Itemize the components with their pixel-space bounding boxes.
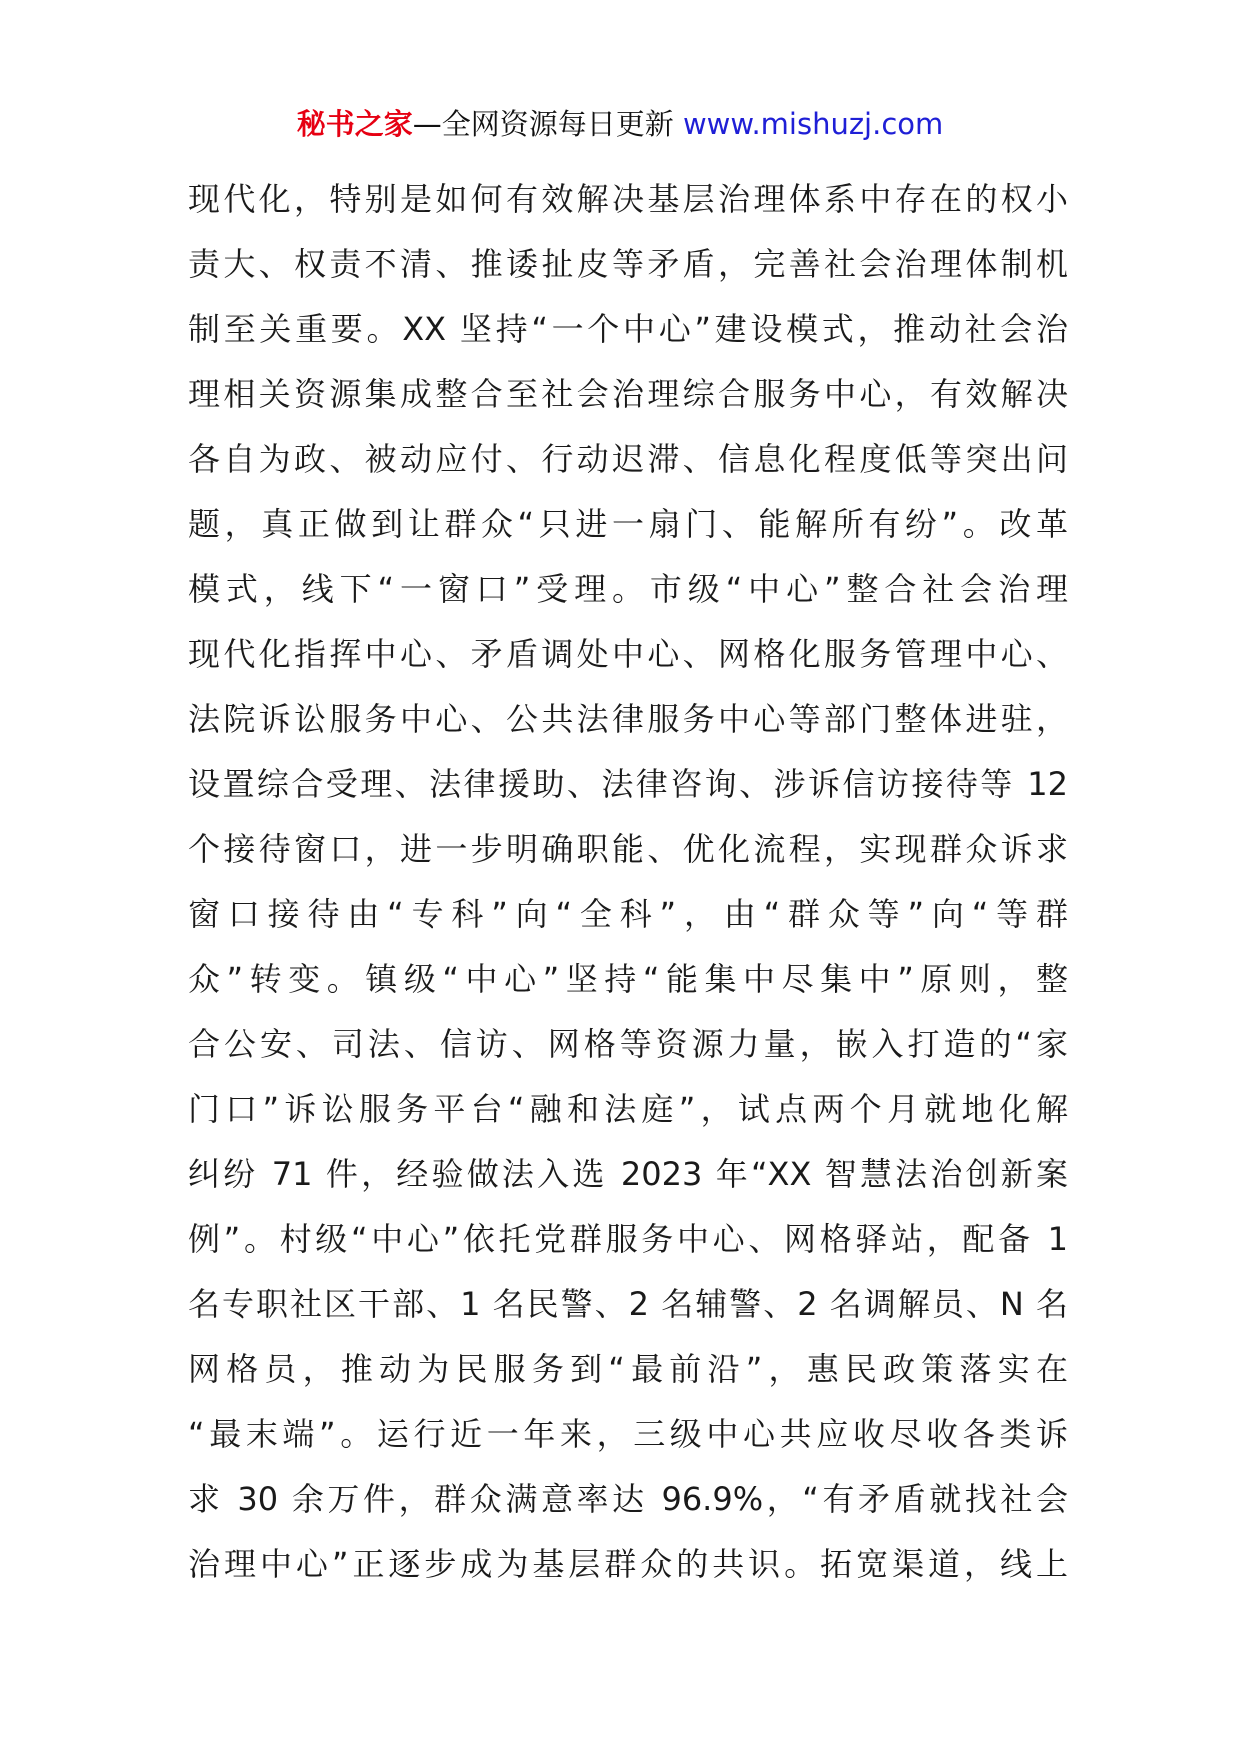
text-line: 治理中心”正逐步成为基层群众的共识。拓宽渠道，线上	[188, 1545, 1068, 1583]
text-line: 责大、权责不清、推诿扯皮等矛盾，完善社会治理体制机	[188, 245, 1068, 283]
text-line: 现代化，特别是如何有效解决基层治理体系中存在的权小	[188, 180, 1068, 218]
text-line: 制至关重要。XX 坚持“一个中心”建设模式，推动社会治	[188, 310, 1068, 348]
text-line: 例”。村级“中心”依托党群服务中心、网格驿站，配备 1	[188, 1220, 1068, 1258]
text-line: 窗口接待由“专科”向“全科”，由“群众等”向“等群	[188, 895, 1068, 933]
body-paragraph	[188, 167, 1068, 1597]
page-header	[0, 102, 1240, 146]
text-line: 个接待窗口，进一步明确职能、优化流程，实现群众诉求	[188, 830, 1068, 868]
text-line: 法院诉讼服务中心、公共法律服务中心等部门整体进驻，	[188, 700, 1068, 738]
text-line: 理相关资源集成整合至社会治理综合服务中心，有效解决	[188, 375, 1068, 413]
text-line: 设置综合受理、法律援助、法律咨询、涉诉信访接待等 12	[188, 765, 1068, 803]
text-line: 模式，线下“一窗口”受理。市级“中心”整合社会治理	[188, 570, 1068, 608]
text-line: 各自为政、被动应付、行动迟滞、信息化程度低等突出问	[188, 440, 1068, 478]
header-tagline: —全网资源每日更新	[412, 107, 674, 141]
text-line: 门口”诉讼服务平台“融和法庭”，试点两个月就地化解	[188, 1090, 1068, 1128]
text-line: 名专职社区干部、1 名民警、2 名辅警、2 名调解员、N 名	[188, 1285, 1068, 1323]
text-line: 众”转变。镇级“中心”坚持“能集中尽集中”原则，整	[188, 960, 1068, 998]
text-line: 求 30 余万件，群众满意率达 96.9%，“有矛盾就找社会	[188, 1480, 1068, 1518]
site-url-link[interactable]: www.mishuzj.com	[682, 107, 944, 141]
text-line: 网格员，推动为民服务到“最前沿”，惠民政策落实在	[188, 1350, 1068, 1388]
text-line: 纠纷 71 件，经验做法入选 2023 年“XX 智慧法治创新案	[188, 1155, 1068, 1193]
text-line: 现代化指挥中心、矛盾调处中心、网格化服务管理中心、	[188, 635, 1068, 673]
brand-name: 秘书之家	[296, 107, 413, 141]
text-line: 题，真正做到让群众“只进一扇门、能解所有纷”。改革	[188, 505, 1068, 543]
text-line: “最末端”。运行近一年来，三级中心共应收尽收各类诉	[188, 1415, 1068, 1453]
text-line: 合公安、司法、信访、网格等资源力量，嵌入打造的“家	[188, 1025, 1068, 1063]
